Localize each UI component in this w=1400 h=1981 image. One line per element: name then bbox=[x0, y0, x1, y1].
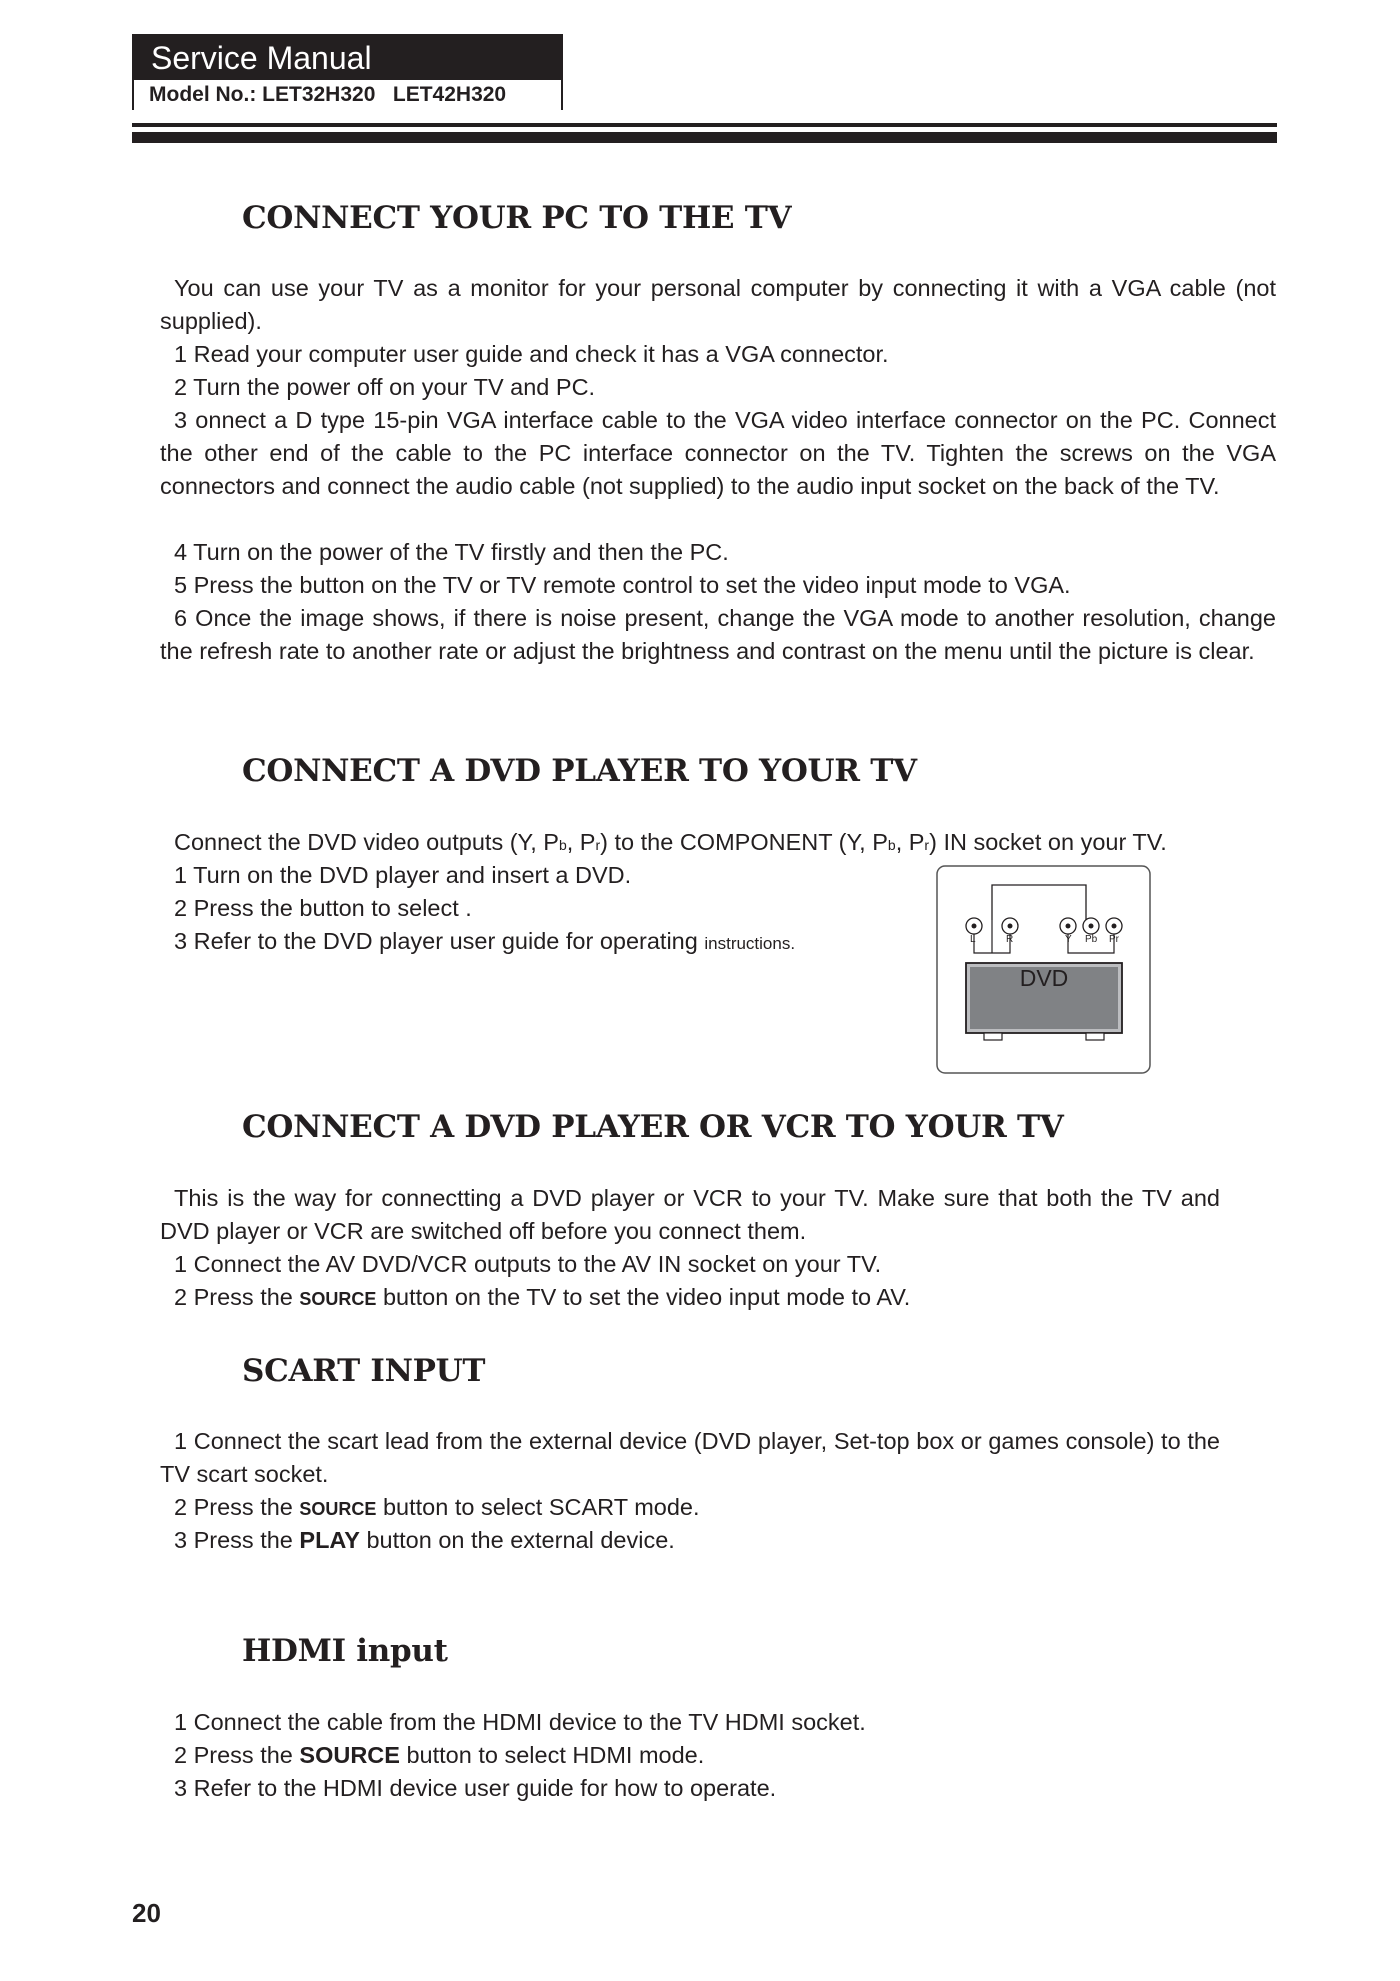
pc-step-5: 5 Press the button on the TV or TV remote control to set the video input mode to VGA. bbox=[174, 572, 1071, 598]
dvd-section-heading: CONNECT A DVD PLAYER TO YOUR TV bbox=[242, 753, 917, 789]
pc-intro: You can use your TV as a monitor for your personal computer by connecting it with a VGA cable (not supplied). bbox=[160, 275, 1276, 334]
scart-step-2: 2 Press the SOURCE button to select SCART mode. bbox=[174, 1494, 700, 1520]
vcr-intro: This is the way for connectting a DVD player or VCR to your TV. Make sure that both the TV and DVD player or VCR are switched off before you connect them. bbox=[160, 1185, 1220, 1244]
hdmi-step-3: 3 Refer to the HDMI device user guide for how to operate. bbox=[174, 1775, 777, 1801]
dvd-connection-diagram bbox=[936, 865, 1151, 1074]
vcr-step-2: 2 Press the SOURCE button on the TV to set the video input mode to AV. bbox=[174, 1284, 911, 1310]
hdmi-step-1: 1 Connect the cable from the HDMI device to the TV HDMI socket. bbox=[174, 1709, 866, 1735]
dvd-intro: Connect the DVD video outputs (Y, Pb, Pr) to the COMPONENT (Y, Pb, Pr) IN socket on your TV. bbox=[174, 829, 1167, 855]
pc-step-6: 6 Once the image shows, if there is noise present, change the VGA mode to another resolution, change the refresh rate to another rate or adjust the brightness and contrast on the menu until the picture is clear. bbox=[160, 605, 1276, 664]
source-keyword: SOURCE bbox=[299, 1289, 377, 1309]
header-model-number: Model No.: LET32H320 LET42H320 bbox=[134, 80, 561, 110]
jack-label-y: Y bbox=[1065, 934, 1072, 945]
pc-step-2: 2 Turn the power off on your TV and PC. bbox=[174, 374, 596, 400]
manual-header bbox=[132, 34, 563, 110]
hdmi-section-heading: HDMI input bbox=[242, 1633, 448, 1669]
header-rule-thick bbox=[132, 132, 1277, 143]
jack-label-r: R bbox=[1006, 934, 1014, 945]
scart-section-heading: SCART INPUT bbox=[242, 1353, 486, 1389]
header-rule-thin bbox=[132, 123, 1277, 127]
jack-label-l: L bbox=[970, 934, 976, 945]
play-keyword: PLAY bbox=[299, 1527, 360, 1553]
vcr-step-1: 1 Connect the AV DVD/VCR outputs to the AV IN socket on your TV. bbox=[174, 1251, 882, 1277]
source-keyword: SOURCE bbox=[299, 1742, 400, 1768]
pc-step-4: 4 Turn on the power of the TV firstly and then the PC. bbox=[174, 539, 729, 565]
pc-section-heading: CONNECT YOUR PC TO THE TV bbox=[242, 200, 792, 236]
jack-label-pr: Pr bbox=[1109, 934, 1119, 945]
dvd-step-3: 3 Refer to the DVD player user guide for operating instructions. bbox=[174, 928, 796, 954]
hdmi-step-2: 2 Press the SOURCE button to select HDMI mode. bbox=[174, 1742, 705, 1768]
pc-step-1: 1 Read your computer user guide and check it has a VGA connector. bbox=[174, 341, 889, 367]
dvd-device-label: DVD bbox=[1019, 965, 1069, 991]
scart-step-3: 3 Press the PLAY button on the external device. bbox=[174, 1527, 675, 1553]
header-title: Service Manual bbox=[134, 36, 561, 80]
pc-step-3: 3 onnect a D type 15-pin VGA interface cable to the VGA video interface connector on the PC. Connect the other end of the cable to the PC interface connector on the TV. Tighten the screws on the VGA connectors and connect the audio cable (not supplied) to the audio input socket on the back of the TV. bbox=[160, 407, 1276, 499]
jack-label-pb: Pb bbox=[1085, 934, 1098, 945]
page-number: 20 bbox=[132, 1898, 161, 1928]
vcr-section-heading: CONNECT A DVD PLAYER OR VCR TO YOUR TV bbox=[242, 1109, 1064, 1145]
scart-step-1: 1 Connect the scart lead from the external device (DVD player, Set-top box or games console) to the TV scart socket. bbox=[160, 1428, 1220, 1487]
dvd-step-2: 2 Press the button to select . bbox=[174, 895, 472, 921]
source-keyword: SOURCE bbox=[299, 1499, 377, 1519]
dvd-step-1: 1 Turn on the DVD player and insert a DVD. bbox=[174, 862, 632, 888]
